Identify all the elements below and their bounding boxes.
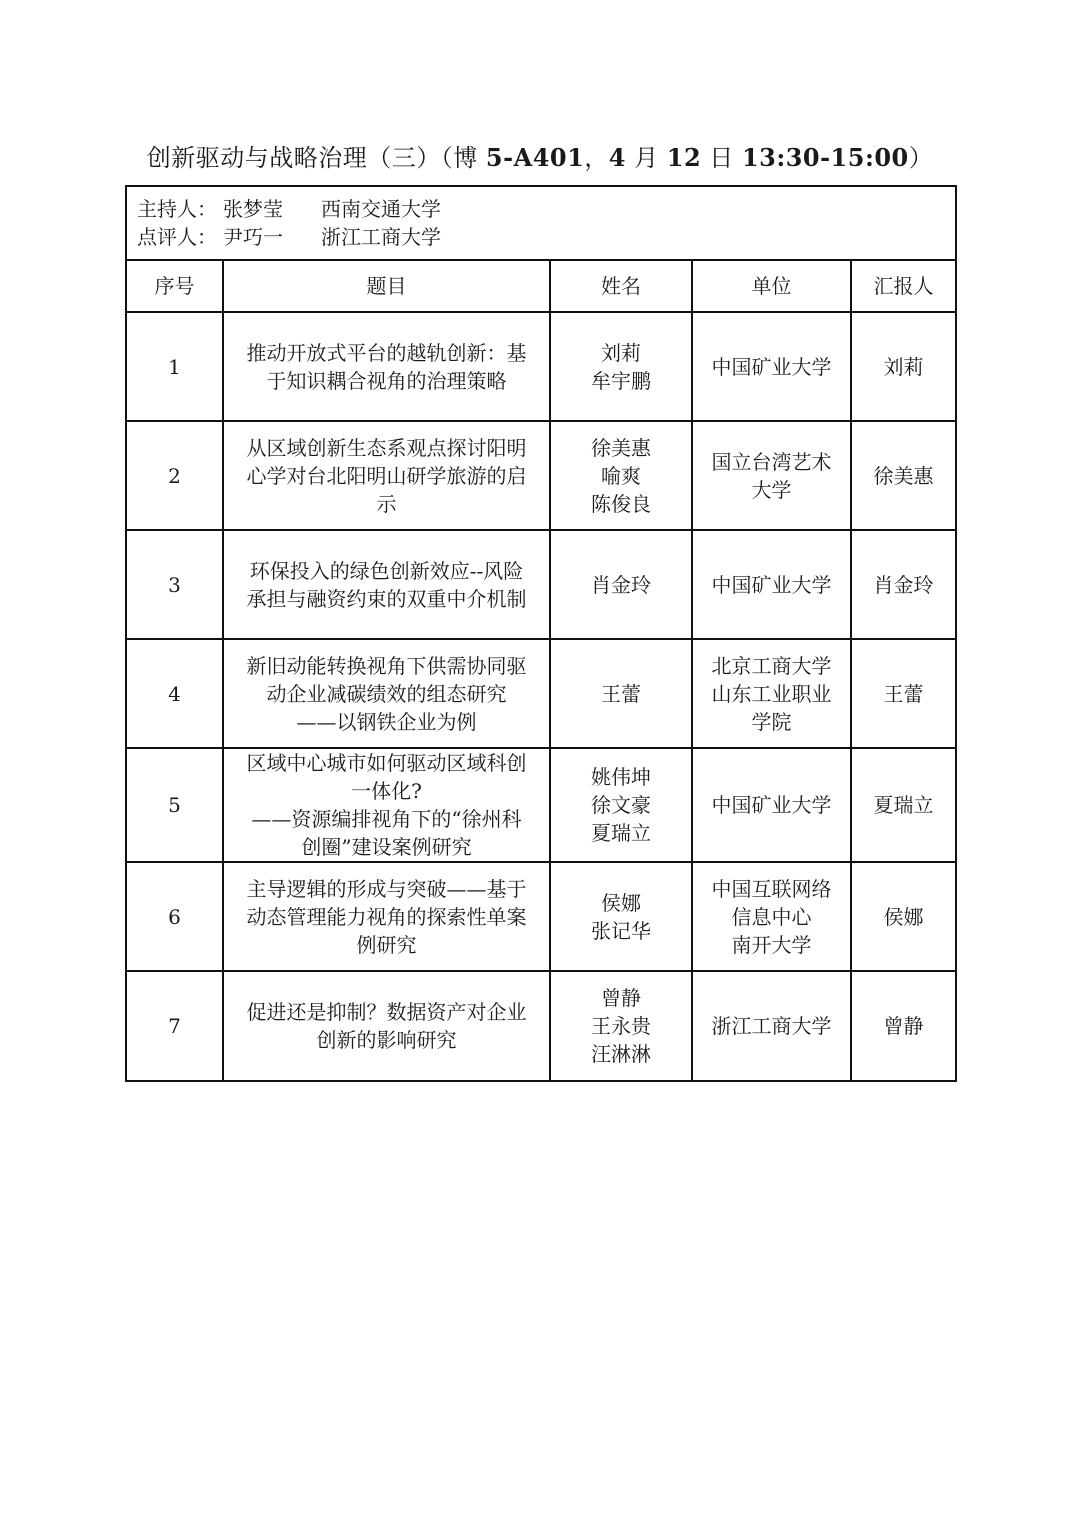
reviewer-org: 浙江工商大学: [321, 225, 441, 249]
affiliation: [692, 748, 851, 862]
paper-title-line: 推动开放式平台的越轨创新：基: [246, 340, 527, 365]
row-number: 6: [127, 862, 223, 971]
paper-title-line: 心学对台北阳明山研学旅游的启: [246, 463, 527, 488]
paper-title-line: 主导逻辑的形成与突破——基于: [246, 876, 527, 901]
author-names-line: 王永贵: [591, 1014, 651, 1038]
title-room: 5-A401: [485, 143, 585, 172]
paper-title-line: ——以钢铁企业为例: [296, 709, 477, 734]
schedule-frame: [125, 185, 957, 1082]
affiliation-line: 中国矿业大学: [711, 354, 832, 379]
author-names-line: 陈俊良: [591, 491, 651, 516]
header-title: 题目: [223, 261, 550, 312]
header-names: 姓名: [550, 261, 692, 312]
moderator-role: 主持人：: [137, 197, 217, 221]
table-row: [127, 862, 955, 971]
paper-title: [223, 862, 550, 971]
table-row: [127, 530, 955, 639]
paper-title-line: 于知识耦合视角的治理策略: [266, 368, 507, 393]
row-number: 1: [127, 312, 223, 421]
affiliation: [692, 312, 851, 421]
reviewer-line: [137, 223, 955, 251]
author-names: [550, 748, 692, 862]
affiliation-line: 南开大学: [731, 932, 812, 957]
header-no: 序号: [127, 261, 223, 312]
author-names-line: 姚伟坤: [591, 765, 651, 789]
title-sep3: 日: [701, 144, 742, 172]
author-names: [550, 862, 692, 971]
table-row: [127, 748, 955, 862]
title-sep1: ，: [584, 144, 609, 172]
paper-title-line: 区域中心城市如何驱动区域科创: [246, 751, 527, 775]
author-names-line: 肖金玲: [591, 572, 651, 597]
hosts-block: [127, 187, 955, 261]
table-row: [127, 639, 955, 748]
presenter: 夏瑞立: [851, 748, 955, 862]
paper-title: [223, 312, 550, 421]
author-names-line: 汪淋淋: [591, 1042, 651, 1066]
row-number: 3: [127, 530, 223, 639]
paper-title-line: 环保投入的绿色创新效应--风险: [249, 558, 524, 583]
title-month: 4: [608, 143, 626, 172]
paper-title-line: 动企业减碳绩效的组态研究: [266, 681, 507, 706]
presenter: 王蕾: [851, 639, 955, 748]
author-names: [550, 639, 692, 748]
presenter: 肖金玲: [851, 530, 955, 639]
presenter: 侯娜: [851, 862, 955, 971]
affiliation-line: 中国互联网络: [711, 876, 832, 901]
title-prefix: 创新驱动与战略治理（三）（博: [146, 144, 486, 172]
author-names-line: 徐美惠: [591, 435, 651, 460]
paper-title-line: 从区域创新生态系观点探讨阳明: [246, 435, 527, 460]
author-names-line: 张记华: [591, 918, 651, 943]
moderator-name: 张梦莹: [223, 197, 283, 221]
paper-title: [223, 639, 550, 748]
author-names: [550, 421, 692, 530]
author-names-line: 曾静: [601, 986, 641, 1010]
affiliation: [692, 639, 851, 748]
row-number: 2: [127, 421, 223, 530]
table-row: [127, 971, 955, 1080]
author-names-line: 夏瑞立: [591, 821, 651, 845]
table-row: [127, 312, 955, 421]
moderator-org: 西南交通大学: [321, 197, 441, 221]
author-names-line: 徐文豪: [591, 793, 651, 817]
paper-title-line: 示: [376, 491, 397, 516]
title-day: 12: [666, 143, 702, 172]
presenter: 曾静: [851, 971, 955, 1080]
author-names-line: 牟宇鹏: [591, 368, 651, 393]
affiliation: [692, 971, 851, 1080]
paper-title-line: 创新的影响研究: [316, 1028, 457, 1052]
author-names-line: 王蕾: [601, 681, 641, 706]
paper-title: [223, 748, 550, 862]
affiliation: [692, 421, 851, 530]
header-presenter: 汇报人: [851, 261, 955, 312]
paper-title: [223, 971, 550, 1080]
row-number: 4: [127, 639, 223, 748]
affiliation-line: 学院: [751, 709, 792, 734]
row-number: 5: [127, 748, 223, 862]
affiliation-line: 中国矿业大学: [711, 793, 832, 817]
title-suffix: ）: [908, 144, 934, 172]
header-org: 单位: [692, 261, 851, 312]
paper-title-line: 一体化?: [351, 779, 422, 803]
affiliation-line: 国立台湾艺术: [711, 449, 832, 474]
affiliation: [692, 530, 851, 639]
paper-title-line: 例研究: [356, 932, 417, 957]
table-row: [127, 421, 955, 530]
author-names-line: 侯娜: [601, 890, 641, 915]
presenter: 刘莉: [851, 312, 955, 421]
author-names: [550, 312, 692, 421]
presenter: 徐美惠: [851, 421, 955, 530]
paper-title-line: 动态管理能力视角的探索性单案: [246, 904, 527, 929]
affiliation-line: 大学: [751, 477, 792, 502]
page-title: [0, 140, 1080, 176]
affiliation-line: 浙江工商大学: [711, 1014, 832, 1038]
author-names: [550, 530, 692, 639]
author-names-line: 喻爽: [601, 463, 641, 488]
paper-title-line: 新旧动能转换视角下供需协同驱: [246, 653, 527, 678]
title-time: 13:30-15:00: [741, 143, 909, 172]
table-body: [127, 312, 955, 1080]
row-number: 7: [127, 971, 223, 1080]
paper-title-line: ——资源编排视角下的“徐州科: [251, 807, 522, 831]
title-sep2: 月: [626, 144, 667, 172]
paper-title: [223, 530, 550, 639]
affiliation-line: 中国矿业大学: [711, 572, 832, 597]
reviewer-name: 尹巧一: [223, 225, 283, 249]
affiliation: [692, 862, 851, 971]
author-names: [550, 971, 692, 1080]
affiliation-line: 北京工商大学: [711, 653, 832, 678]
moderator-line: [137, 195, 955, 223]
affiliation-line: 山东工业职业: [711, 681, 832, 706]
affiliation-line: 信息中心: [731, 904, 812, 929]
reviewer-role: 点评人：: [137, 225, 217, 249]
author-names-line: 刘莉: [601, 340, 641, 365]
paper-title-line: 促进还是抑制？数据资产对企业: [246, 1000, 527, 1024]
paper-title-line: 创圈”建设案例研究: [301, 835, 472, 859]
paper-title-line: 承担与融资约束的双重中介机制: [246, 586, 527, 611]
paper-title: [223, 421, 550, 530]
schedule-table: [127, 261, 955, 1080]
table-header-row: [127, 261, 955, 312]
